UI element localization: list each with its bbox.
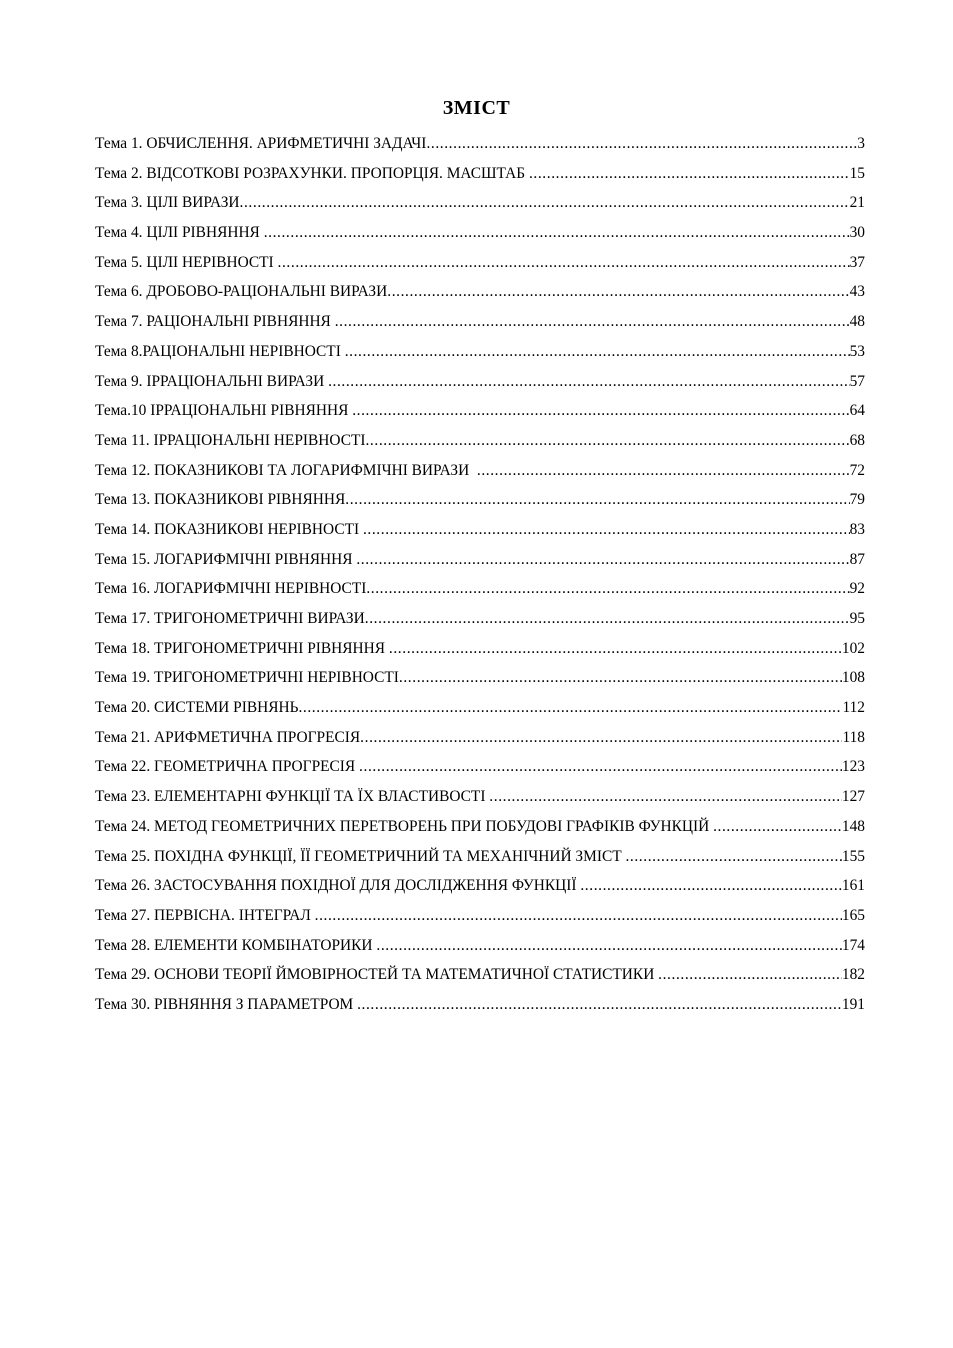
- toc-entry-page-number: 95: [849, 610, 865, 627]
- toc-entry[interactable]: [95, 990, 865, 1020]
- toc-entry-page-number: 37: [849, 253, 865, 271]
- toc-entry-page-number: 53: [849, 342, 865, 360]
- toc-entry-page-number: 102: [841, 639, 865, 657]
- toc-dot-leader: [713, 812, 842, 842]
- toc-entry-page-number: 68: [849, 431, 865, 449]
- toc-entry[interactable]: [95, 663, 865, 693]
- toc-entry-page-number: 3: [857, 135, 865, 152]
- toc-entry-page-number: 87: [849, 550, 865, 568]
- toc-entry-title: Тема 13. ПОКАЗНИКОВІ РІВНЯННЯ: [95, 491, 346, 509]
- toc-dot-leader: [376, 931, 842, 961]
- toc-entry-page-number: 112: [842, 699, 865, 717]
- toc-dot-leader: [426, 129, 857, 159]
- toc-entry-page-number: 43: [849, 283, 865, 301]
- toc-entry-title: Тема 11. ІРРАЦІОНАЛЬНІ НЕРІВНОСТІ: [95, 431, 366, 449]
- table-of-contents: [95, 129, 865, 1020]
- toc-entry-page-number: 30: [849, 224, 865, 242]
- toc-entry-page-number: 182: [841, 966, 865, 984]
- toc-entry-title: Тема 28. ЕЛЕМЕНТИ КОМБІНАТОРИКИ: [95, 936, 377, 954]
- toc-entry-title: Тема 19. ТРИГОНОМЕТРИЧНІ НЕРІВНОСТІ: [95, 669, 399, 687]
- toc-entry-page-number: 123: [841, 758, 865, 776]
- toc-dot-leader: [477, 456, 850, 486]
- toc-entry[interactable]: [95, 485, 865, 515]
- toc-dot-leader: [625, 842, 841, 872]
- toc-entry-page-number: 161: [841, 877, 865, 895]
- toc-dot-leader: [387, 277, 849, 307]
- toc-entry-title: Тема 27. ПЕРВІСНА. ІНТЕГРАЛ: [95, 906, 315, 924]
- toc-entry-title: Тема 4. ЦІЛІ РІВНЯННЯ: [95, 224, 264, 242]
- toc-entry-title: Тема 5. ЦІЛІ НЕРІВНОСТІ: [95, 253, 278, 271]
- toc-entry-title: Тема 3. ЦІЛІ ВИРАЗИ: [95, 194, 240, 212]
- toc-entry[interactable]: [95, 277, 865, 307]
- toc-entry[interactable]: [95, 604, 865, 634]
- toc-dot-leader: [298, 693, 842, 723]
- toc-entry-page-number: 48: [849, 313, 865, 331]
- page-title: ЗМІСТ: [442, 97, 511, 119]
- toc-entry-title: Тема 7. РАЦІОНАЛЬНІ РІВНЯННЯ: [95, 313, 335, 331]
- toc-entry-page-number: 64: [849, 402, 865, 420]
- toc-entry[interactable]: [95, 367, 865, 397]
- toc-entry-page-number: 108: [841, 669, 865, 687]
- toc-entry-title: Тема 24. МЕТОД ГЕОМЕТРИЧНИХ ПЕРЕТВОРЕНЬ ПРИ ПОБУДОВІ ГРАФІКІВ ФУНКЦІЙ: [95, 817, 714, 835]
- toc-entry-title: Тема 9. ІРРАЦІОНАЛЬНІ ВИРАЗИ: [95, 372, 329, 390]
- toc-entry-title: Тема 26. ЗАСТОСУВАННЯ ПОХІДНОЇ ДЛЯ ДОСЛІДЖЕННЯ ФУНКЦІЇ: [95, 877, 581, 895]
- toc-dot-leader: [264, 218, 850, 248]
- toc-entry-title: Тема 17. ТРИГОНОМЕТРИЧНІ ВИРАЗИ: [95, 610, 365, 627]
- toc-entry[interactable]: [95, 901, 865, 931]
- toc-entry[interactable]: [95, 307, 865, 337]
- toc-entry[interactable]: [95, 812, 865, 842]
- toc-dot-leader: [345, 485, 849, 515]
- toc-entry-title: Тема 2. ВІДСОТКОВІ РОЗРАХУНКИ. ПРОПОРЦІЯ. МАСШТАБ: [95, 164, 529, 182]
- toc-entry[interactable]: [95, 129, 865, 159]
- toc-entry-title: Тема.10 ІРРАЦІОНАЛЬНІ РІВНЯННЯ: [95, 402, 353, 420]
- toc-dot-leader: [399, 663, 842, 693]
- toc-entry-page-number: 92: [849, 580, 865, 598]
- toc-entry[interactable]: [95, 515, 865, 545]
- toc-entry[interactable]: [95, 545, 865, 575]
- toc-entry[interactable]: [95, 456, 865, 486]
- toc-entry-page-number: 174: [841, 936, 865, 954]
- toc-entry-title: Тема 15. ЛОГАРИФМІЧНІ РІВНЯННЯ: [95, 550, 357, 568]
- toc-entry[interactable]: [95, 248, 865, 278]
- toc-dot-leader: [356, 545, 849, 575]
- toc-entry[interactable]: [95, 396, 865, 426]
- toc-entry-page-number: 127: [841, 788, 865, 806]
- toc-entry-page-number: 191: [841, 995, 865, 1013]
- toc-entry[interactable]: [95, 574, 865, 604]
- toc-entry-title: Тема 6. ДРОБОВО-РАЦІОНАЛЬНІ ВИРАЗИ: [95, 283, 388, 301]
- toc-entry[interactable]: [95, 723, 865, 753]
- toc-entry-title: Тема 25. ПОХІДНА ФУНКЦІЇ, ЇЇ ГЕОМЕТРИЧНИЙ ТА МЕХАНІЧНИЙ ЗМІСТ: [95, 847, 626, 865]
- toc-entry-title: Тема 22. ГЕОМЕТРИЧНА ПРОГРЕСІЯ: [95, 758, 360, 776]
- toc-entry-title: Тема 8.РАЦІОНАЛЬНІ НЕРІВНОСТІ: [95, 342, 345, 360]
- toc-entry[interactable]: [95, 782, 865, 812]
- toc-dot-leader: [335, 307, 850, 337]
- toc-entry[interactable]: [95, 634, 865, 664]
- toc-dot-leader: [357, 990, 842, 1020]
- toc-dot-leader: [580, 871, 842, 901]
- toc-entry-title: Тема 30. РІВНЯННЯ З ПАРАМЕТРОМ: [95, 995, 358, 1013]
- toc-dot-leader: [658, 960, 842, 990]
- toc-dot-leader: [489, 782, 842, 812]
- toc-dot-leader: [278, 248, 850, 278]
- toc-dot-leader: [352, 396, 849, 426]
- toc-entry-page-number: 21: [849, 194, 865, 212]
- toc-entry-page-number: 155: [841, 847, 865, 865]
- toc-dot-leader: [315, 901, 842, 931]
- toc-dot-leader: [365, 426, 849, 456]
- toc-entry[interactable]: [95, 931, 865, 961]
- toc-entry-title: Тема 1. ОБЧИСЛЕННЯ. АРИФМЕТИЧНІ ЗАДАЧІ: [95, 135, 427, 152]
- toc-entry[interactable]: [95, 752, 865, 782]
- toc-entry[interactable]: [95, 842, 865, 872]
- toc-dot-leader: [365, 604, 850, 634]
- toc-entry[interactable]: [95, 218, 865, 248]
- toc-dot-leader: [529, 159, 850, 189]
- toc-entry[interactable]: [95, 871, 865, 901]
- toc-dot-leader: [363, 515, 850, 545]
- toc-entry-page-number: 57: [849, 372, 865, 390]
- toc-dot-leader: [328, 367, 850, 397]
- toc-entry[interactable]: [95, 159, 865, 189]
- toc-entry-page-number: 118: [842, 728, 865, 746]
- toc-entry[interactable]: [95, 693, 865, 723]
- toc-dot-leader: [359, 752, 842, 782]
- toc-dot-leader: [366, 574, 849, 604]
- toc-entry[interactable]: [95, 960, 865, 990]
- toc-entry-title: Тема 16. ЛОГАРИФМІЧНІ НЕРІВНОСТІ: [95, 580, 367, 598]
- toc-entry[interactable]: [95, 188, 865, 218]
- toc-dot-leader: [360, 723, 842, 753]
- toc-entry-title: Тема 23. ЕЛЕМЕНТАРНІ ФУНКЦІЇ ТА ЇХ ВЛАСТИВОСТІ: [95, 788, 490, 806]
- toc-entry-title: Тема 12. ПОКАЗНИКОВІ ТА ЛОГАРИФМІЧНІ ВИРАЗИ: [95, 461, 477, 479]
- toc-entry-page-number: 148: [841, 817, 865, 835]
- toc-dot-leader: [389, 634, 842, 664]
- toc-entry-title: Тема 14. ПОКАЗНИКОВІ НЕРІВНОСТІ: [95, 520, 363, 538]
- toc-entry[interactable]: [95, 337, 865, 367]
- toc-dot-leader: [345, 337, 850, 367]
- toc-entry-page-number: 83: [849, 520, 865, 538]
- toc-entry-page-number: 72: [849, 461, 865, 479]
- toc-entry-title: Тема 18. ТРИГОНОМЕТРИЧНІ РІВНЯННЯ: [95, 639, 389, 657]
- toc-entry-title: Тема 21. АРИФМЕТИЧНА ПРОГРЕСІЯ: [95, 728, 361, 746]
- toc-entry-page-number: 15: [849, 164, 865, 182]
- toc-entry-title: Тема 20. СИСТЕМИ РІВНЯНЬ: [95, 699, 299, 717]
- toc-entry-page-number: 165: [841, 906, 865, 924]
- toc-entry-page-number: 79: [849, 491, 865, 509]
- toc-dot-leader: [240, 188, 850, 218]
- toc-entry-title: Тема 29. ОСНОВИ ТЕОРІЇ ЙМОВІРНОСТЕЙ ТА МАТЕМАТИЧНОЇ СТАТИСТИКИ: [95, 966, 659, 984]
- toc-entry[interactable]: [95, 426, 865, 456]
